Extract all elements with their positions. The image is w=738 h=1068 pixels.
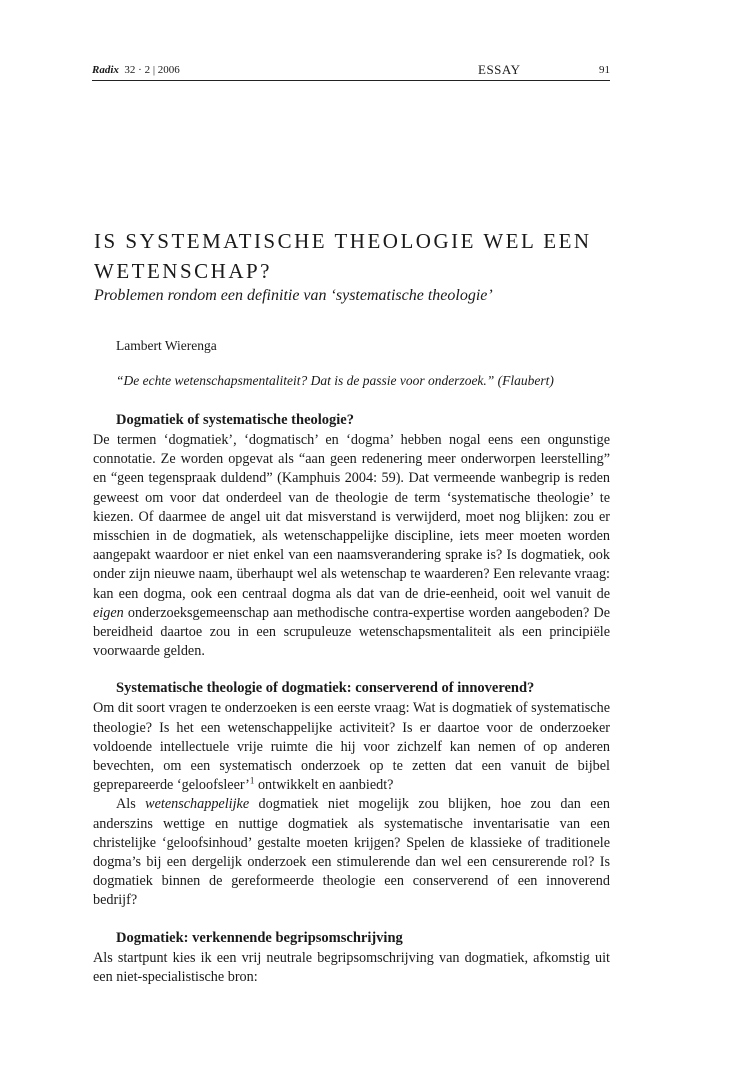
paragraph-text: onderzoeksgemeenschap aan methodische contra-expertise worden aangeboden? De bereidheid daartoe zou in een scrupuleuze wetenschapsmentaliteit als een principiële voorwaarde gelden. [93,604,610,660]
journal-citation [92,64,180,76]
page-number: 91 [599,64,610,76]
journal-issue: 32 · 2 | 2006 [124,64,180,76]
epigraph: “De echte wetenschapsmentaliteit? Dat is de passie voor onderzoek.” (Flaubert) [116,373,554,388]
section-heading: Dogmatiek of systematische theologie? [116,412,354,428]
section-heading: Dogmatiek: verkennende begripsomschrijving [116,929,403,946]
emphasized-word: wetenschappelijke [145,796,250,813]
body-paragraph [93,699,610,795]
emphasized-word: eigen [93,604,124,621]
paragraph-text: Als [116,796,146,813]
article-body [93,410,610,987]
article-subtitle: Problemen rondom een definitie van ‘systematische theologie’ [94,287,493,304]
running-head [92,62,610,81]
section-heading: Systematische theologie of dogmatiek: conserverend of innoverend? [116,680,535,697]
journal-name: Radix [92,64,119,76]
footnote-marker[interactable]: 1 [249,775,255,786]
paragraph-text: De termen ‘dogmatiek’, ‘dogmatisch’ en ‘dogma’ hebben nogal eens een ongunstige connotatie. Ze worden opgevat als “aan geen redenering meer onderworpen leerstelling” en “geen tegenspraak duldend” (Kamphuis 2004: 59). Dat vermeende wanbegrip is reden geweest om voor dat onderdeel van de theologie de term ‘systematische theologie’ te kiezen. Of daarmee de angel uit dat misverstand is verwijderd, moet nog blijken: zou er misschien in de dogmatiek, als wetenschappelijke discipline, iets meer moeten worden aangepakt waardoor er niet enkel van een naamsverandering sprake is? Is dogmatiek, ook onder zijn nieuwe naam, überhaupt wel als wetenschap te waarderen? Een relevante vraag: kan een dogma, ook een centraal dogma als dat van de drie-eenheid, ooit wel vanuit de [93,432,610,602]
paragraph-text: ontwikkelt en aanbiedt? [254,777,394,794]
body-paragraph: Als startpunt kies ik een vrij neutrale begripsomschrijving van dogmatiek, afkomstig uit een niet-specialistische bron: [93,949,610,985]
article-title: IS SYSTEMATISCHE THEOLOGIE WEL EEN WETENSCHAP? [94,229,592,283]
section-spacer [93,661,610,678]
body-paragraph [93,431,610,661]
paragraph-text: Om dit soort vragen te onderzoeken is een eerste vraag: Wat is dogmatiek of systematische theologie? Is het een wetenschappelijke activiteit? Is er daartoe voor de onderzoeker voldoende intellectuele vrije ruimte die hij voor zichzelf kan nemen of op anderen bevechten, om een systematisch onderzoek op te zetten dat een vanuit de bijbel geprepareerde ‘geloofsleer’ [93,700,610,794]
author-name: Lambert Wierenga [116,338,217,353]
paragraph-text: dogmatiek niet mogelijk zou blijken, hoe zou dan een anderszins wettige en nuttige dogmatiek als systematische inventarisatie van een christelijke ‘geloofsinhoud’ gestalte moeten krijgen? Spelen de klassieke of traditionele dogma’s bij een dergelijk onderzoek een stimulerende dan wel een censurerende rol? Is dogmatiek binnen de gereformeerde theologie een conserverend of een innoverend bedrijf? [93,796,610,909]
title-block [94,226,614,306]
body-paragraph [93,795,610,910]
section-spacer [93,911,610,928]
section-label: ESSAY [478,62,521,77]
